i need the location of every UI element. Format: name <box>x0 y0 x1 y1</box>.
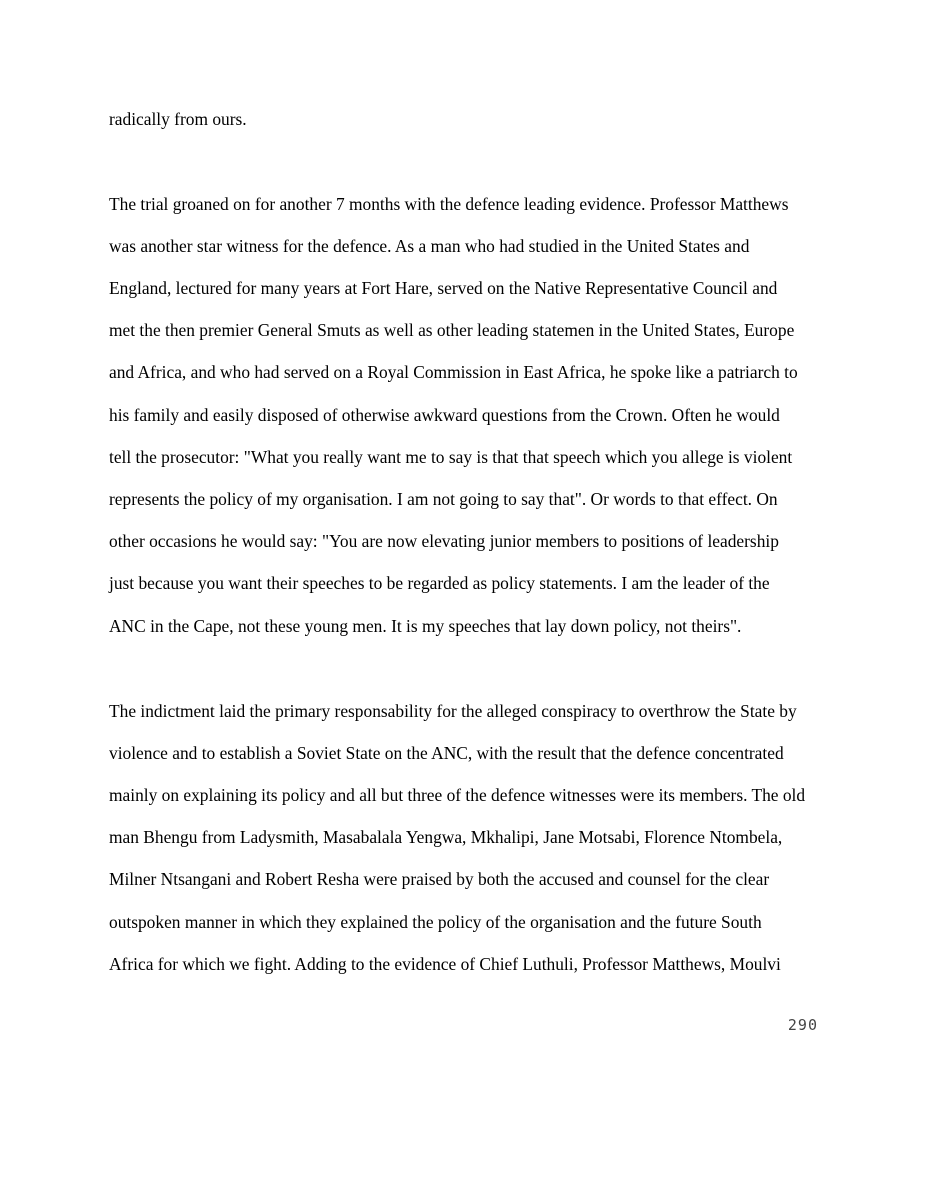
text-line: outspoken manner in which they explained the policy of the organisation and the future South <box>109 912 762 932</box>
text-line: was another star witness for the defence. As a man who had studied in the United States and <box>109 236 750 256</box>
text-line: ANC in the Cape, not these young men. It is my speeches that lay down policy, not theirs". <box>109 616 742 636</box>
text-line: man Bhengu from Ladysmith, Masabalala Yengwa, Mkhalipi, Jane Motsabi, Florence Ntombela, <box>109 827 783 847</box>
text-line: England, lectured for many years at Fort Hare, served on the Native Representative Council and <box>109 278 778 298</box>
text-line: just because you want their speeches to be regarded as policy statements. I am the leader of the <box>109 573 770 593</box>
text-line: Africa for which we fight. Adding to the evidence of Chief Luthuli, Professor Matthews, Moulvi <box>109 954 781 974</box>
text-line: The indictment laid the primary responsability for the alleged conspiracy to overthrow the State by <box>109 701 797 721</box>
text-line: met the then premier General Smuts as well as other leading statemen in the United States, Europe <box>109 320 795 340</box>
text-line: Milner Ntsangani and Robert Resha were praised by both the accused and counsel for the clear <box>109 869 770 889</box>
text-line: other occasions he would say: "You are now elevating junior members to positions of leadership <box>109 531 779 551</box>
text-line: radically from ours. <box>109 109 247 129</box>
text-line: violence and to establish a Soviet State on the ANC, with the result that the defence concentrated <box>109 743 784 763</box>
text-line: represents the policy of my organisation. I am not going to say that". Or words to that effect. On <box>109 489 778 509</box>
text-line: The trial groaned on for another 7 months with the defence leading evidence. Professor Matthews <box>109 194 789 214</box>
page-number: 290 <box>787 1016 818 1034</box>
text-line: mainly on explaining its policy and all but three of the defence witnesses were its members. The old <box>109 785 806 805</box>
text-line: and Africa, and who had served on a Royal Commission in East Africa, he spoke like a patriarch to <box>109 362 798 382</box>
text-line: his family and easily disposed of otherwise awkward questions from the Crown. Often he would <box>109 405 780 425</box>
text-line: tell the prosecutor: "What you really want me to say is that that speech which you allege is violent <box>109 447 793 467</box>
